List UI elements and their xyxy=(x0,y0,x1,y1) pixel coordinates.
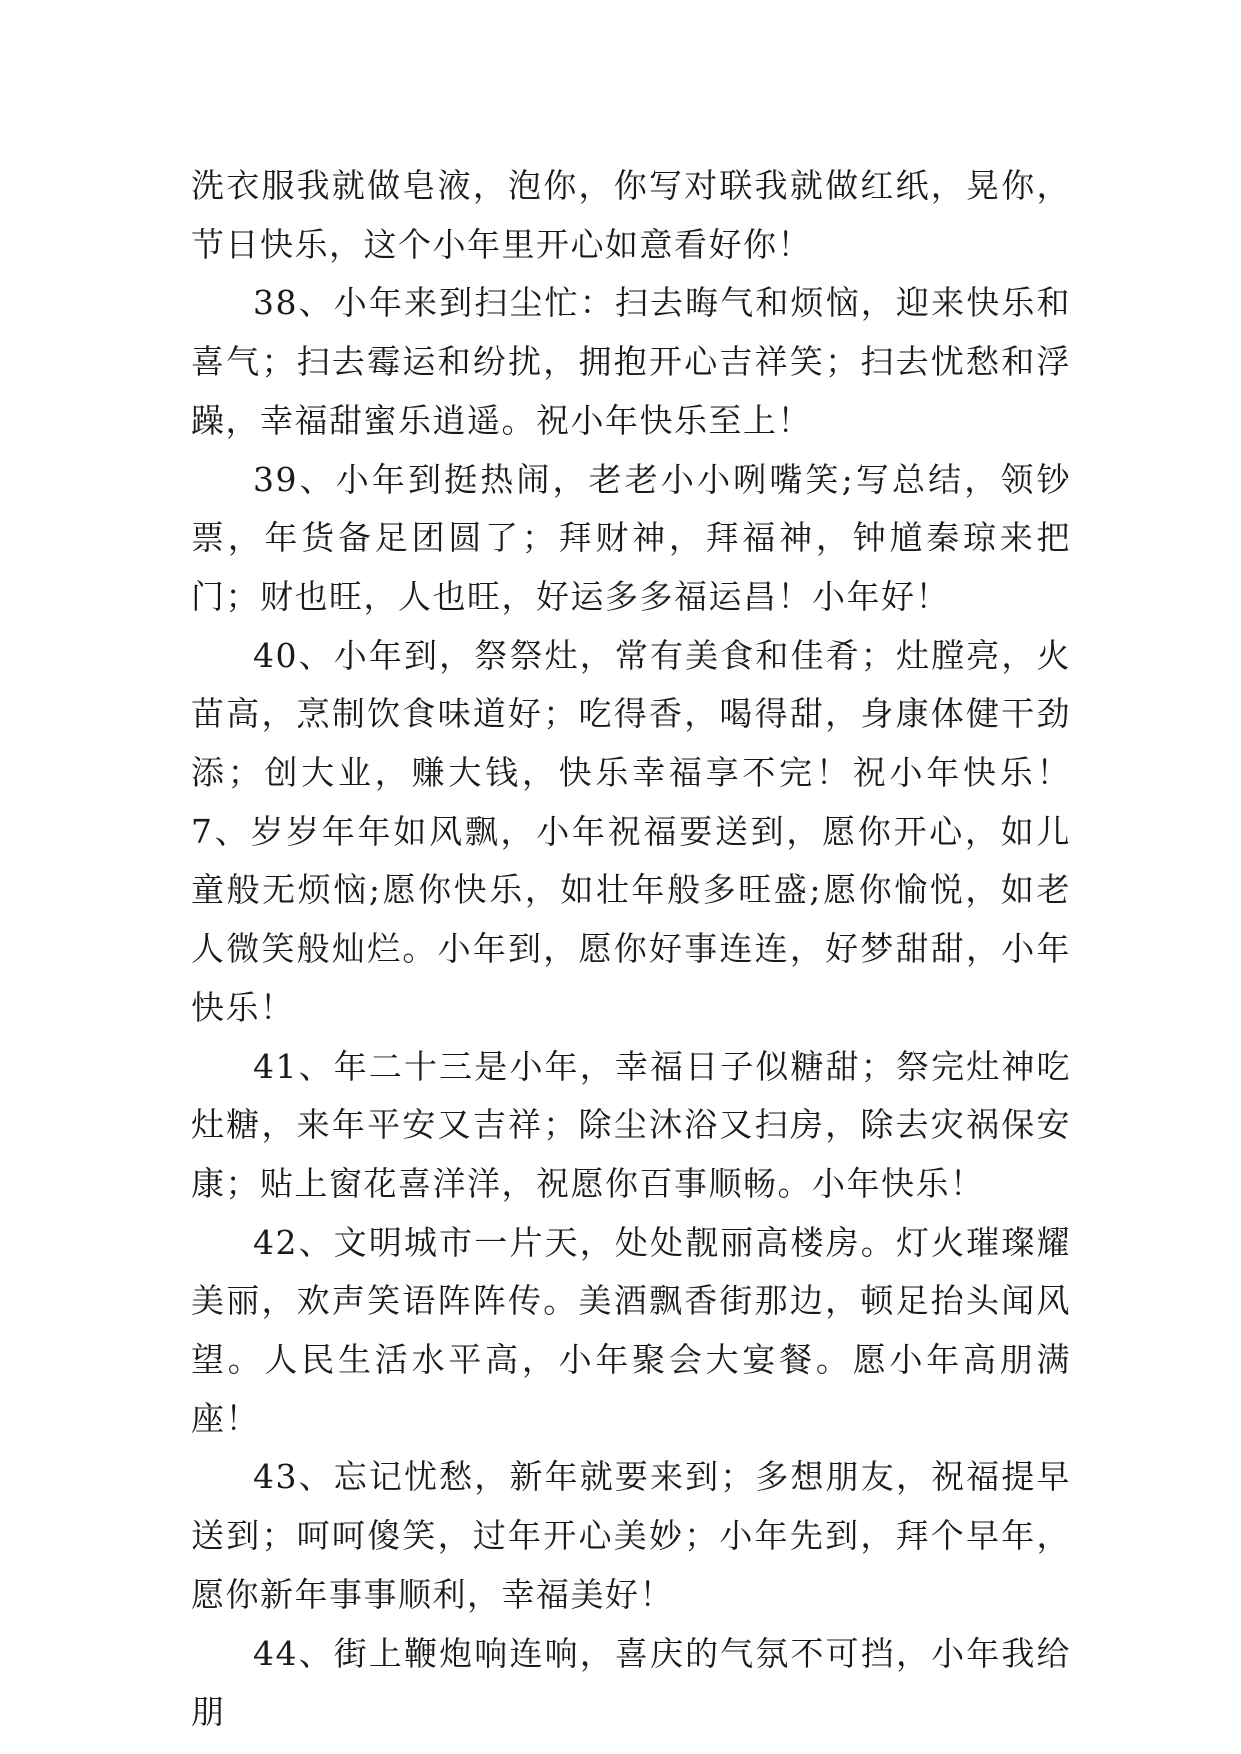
document-body xyxy=(191,157,1071,1742)
paragraph-44: 44、街上鞭炮响连响，喜庆的气氛不可挡，小年我给朋 xyxy=(191,1633,1071,1732)
paragraph-43: 43、忘记忧愁，新年就要来到；多想朋友，祝福提早送到；呵呵傻笑，过年开心美妙；小年先到，拜个早年，愿你新年事事顺利，幸福美好！ xyxy=(191,1457,1071,1614)
paragraph-40: 40、小年到，祭祭灶，常有美食和佳肴；灶膛亮，火苗高，烹制饮食味道好；吃得香，喝得甜，身康体健干劲添；创大业，赚大钱，快乐幸福享不完！祝小年快乐！7、岁岁年年如风飘，小年祝福要送到，愿你开心，如儿童般无烦恼;愿你快乐，如壮年般多旺盛;愿你愉悦，如老人微笑般灿烂。小年到，愿你好事连连，好梦甜甜，小年快乐！ xyxy=(191,635,1071,1027)
paragraph-continuation: 洗衣服我就做皂液，泡你，你写对联我就做红纸，晃你，节日快乐，这个小年里开心如意看好你！ xyxy=(191,166,1071,264)
paragraph-42: 42、文明城市一片天，处处靓丽高楼房。灯火璀璨耀美丽，欢声笑语阵阵传。美酒飘香街那边，顿足抬头闻风望。人民生活水平高，小年聚会大宴餐。愿小年高朋满座！ xyxy=(191,1222,1071,1438)
paragraph-41: 41、年二十三是小年，幸福日子似糖甜；祭完灶神吃灶糖，来年平安又吉祥；除尘沐浴又扫房，除去灾祸保安康；贴上窗花喜洋洋，祝愿你百事顺畅。小年快乐！ xyxy=(191,1046,1071,1203)
paragraph-39: 39、小年到挺热闹，老老小小咧嘴笑;写总结，领钞票，年货备足团圆了；拜财神，拜福神，钟馗秦琼来把门；财也旺，人也旺，好运多多福运昌！小年好！ xyxy=(191,459,1071,616)
paragraph-38: 38、小年来到扫尘忙：扫去晦气和烦恼，迎来快乐和喜气；扫去霉运和纷扰，拥抱开心吉祥笑；扫去忧愁和浮躁，幸福甜蜜乐逍遥。祝小年快乐至上！ xyxy=(191,283,1071,440)
